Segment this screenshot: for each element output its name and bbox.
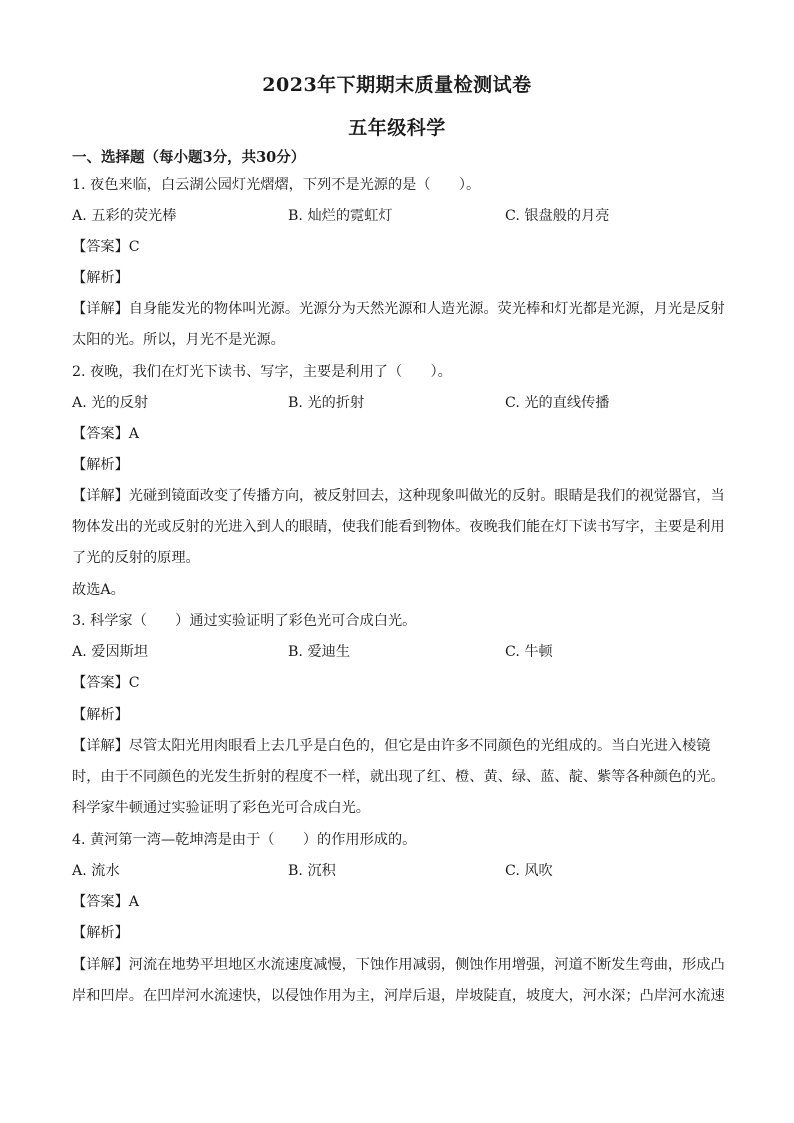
detail-label: 【详解】 xyxy=(72,488,129,504)
q4-option-c: C. 风吹 xyxy=(505,863,553,879)
q4-detail-text-1: 河流在地势平坦地区水流速度减慢，下蚀作用减弱，侧蚀作用增强，河道不断发生弯曲，形成凸 xyxy=(128,957,725,973)
q4-option-b: B. 沉积 xyxy=(288,863,336,879)
q3-detail-line-1 xyxy=(72,736,724,756)
q1-option-b: B. 灿烂的霓虹灯 xyxy=(288,208,393,224)
q1-detail-text-1: 自身能发光的物体叫光源。光源分为天然光源和人造光源。荧光棒和灯光都是光源，月光是反射 xyxy=(128,301,725,317)
q4-option-a: A. 流水 xyxy=(72,863,120,879)
q3-detail-text-1: 尽管太阳光用肉眼看上去几乎是白色的，但它是由许多不同颜色的光组成的。当白光进入棱镜 xyxy=(128,738,711,754)
answer-label: 【答案】 xyxy=(72,239,129,255)
q4-answer xyxy=(72,892,724,912)
q2-analysis-label: 【解析】 xyxy=(72,457,129,473)
answer-label: 【答案】 xyxy=(72,426,129,442)
q3-answer xyxy=(72,673,724,693)
detail-label: 【详解】 xyxy=(72,957,129,973)
q3-answer-value: C xyxy=(128,675,140,691)
q3-detail-line-3: 科学家牛顿通过实验证明了彩色光可合成白光。 xyxy=(72,800,370,816)
q2-detail-text-1: 光碰到镜面改变了传播方向，被反射回去，这种现象叫做光的反射。眼睛是我们的视觉器官，当 xyxy=(128,488,725,504)
q2-detail-line-2: 物体发出的光或反射的光进入到人的眼睛，使我们能看到物体。夜晚我们能在灯下读书写字，主要是利用 xyxy=(72,519,725,535)
q1-detail-line-1 xyxy=(72,299,724,319)
q1-analysis-label: 【解析】 xyxy=(72,270,129,286)
q4-detail-line-1 xyxy=(72,955,724,975)
q2-answer-value: A xyxy=(128,426,140,442)
exam-title: 2023年下期期末质量检测试卷 xyxy=(262,74,532,96)
q2-detail-line-1 xyxy=(72,486,724,506)
exam-subtitle: 五年级科学 xyxy=(348,117,446,139)
q4-answer-value: A xyxy=(128,894,140,910)
q4-stem: 4. 黄河第一湾—乾坤湾是由于（ ）的作用形成的。 xyxy=(72,832,417,848)
section-heading: 一、选择题（每小题3分，共30分） xyxy=(72,149,306,166)
detail-label: 【详解】 xyxy=(72,738,129,754)
q2-option-c: C. 光的直线传播 xyxy=(505,395,610,411)
q4-analysis-label: 【解析】 xyxy=(72,925,129,941)
answer-label: 【答案】 xyxy=(72,675,129,691)
q2-conclusion: 故选A。 xyxy=(72,582,125,598)
q1-option-a: A. 五彩的荧光棒 xyxy=(72,208,177,224)
q1-answer xyxy=(72,237,724,257)
q3-option-a: A. 爱因斯坦 xyxy=(72,644,149,660)
q2-stem: 2. 夜晚，我们在灯光下读书、写字，主要是利用了（ ）。 xyxy=(72,364,452,380)
q1-answer-value: C xyxy=(128,239,140,255)
q3-analysis-label: 【解析】 xyxy=(72,707,129,723)
q1-option-c: C. 银盘般的月亮 xyxy=(505,208,610,224)
q2-answer xyxy=(72,424,724,444)
q2-detail-line-3: 了光的反射的原理。 xyxy=(72,550,200,566)
detail-label: 【详解】 xyxy=(72,301,129,317)
q2-option-b: B. 光的折射 xyxy=(288,395,365,411)
q3-stem: 3. 科学家（ ）通过实验证明了彩色光可合成白光。 xyxy=(72,613,417,629)
q2-option-a: A. 光的反射 xyxy=(72,395,149,411)
q4-detail-line-2: 岸和凹岸。在凹岸河水流速快，以侵蚀作用为主，河岸后退，岸坡陡直，坡度大，河水深；凸岸河水流速 xyxy=(72,988,725,1004)
q3-detail-line-2: 时，由于不同颜色的光发生折射的程度不一样，就出现了红、橙、黄、绿、蓝、靛、紫等各种颜色的光。 xyxy=(72,769,725,785)
q1-detail-line-2: 太阳的光。所以，月光不是光源。 xyxy=(72,332,285,348)
answer-label: 【答案】 xyxy=(72,894,129,910)
q3-option-c: C. 牛顿 xyxy=(505,644,553,660)
q3-option-b: B. 爱迪生 xyxy=(288,644,351,660)
q1-stem: 1. 夜色来临，白云湖公园灯光熠熠，下列不是光源的是（ ）。 xyxy=(72,177,481,193)
